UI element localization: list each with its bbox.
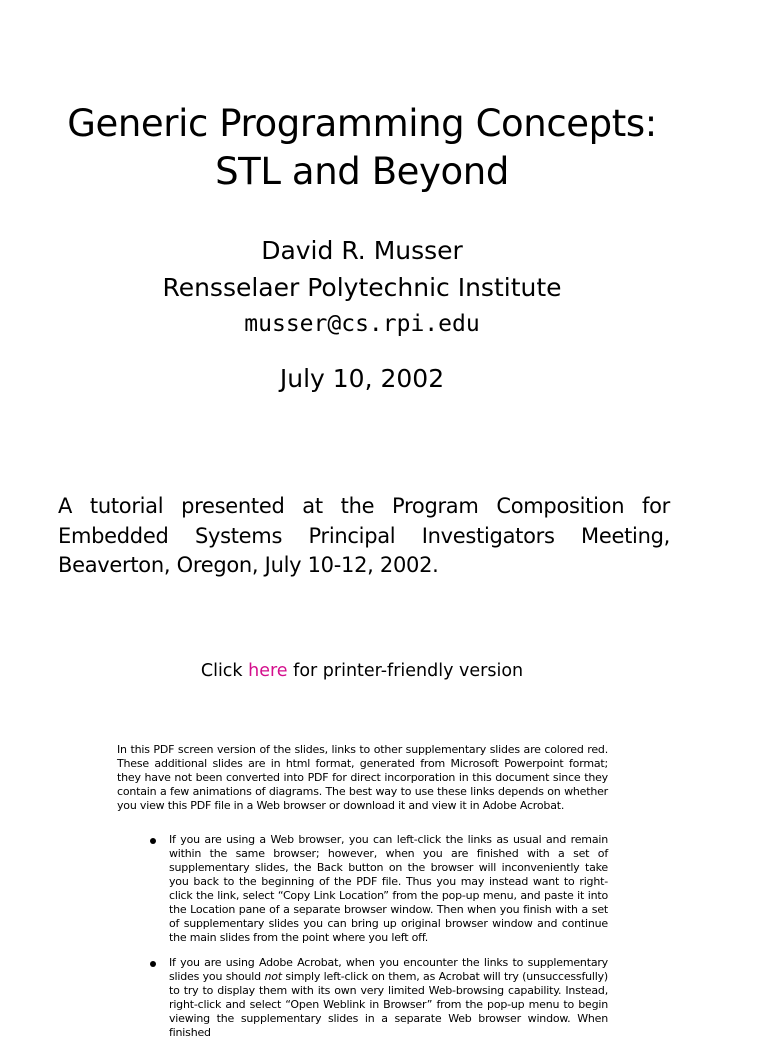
author-block (0, 232, 724, 343)
pdf-note-paragraph: In this PDF screen version of the slides, links to other supplementary slides are colored red. These additional slides are in html format, generated from Microsoft Powerpoint format; they have not been converted into PDF for direct incorporation in this document since they contain a few animations of diagrams. The best way to use these links depends on whether you view this PDF file in a Web browser or download it and view it in Adobe Acrobat. (117, 743, 608, 812)
list-item (145, 833, 608, 945)
title-line-2: STL and Beyond (215, 150, 509, 193)
printer-suffix: for printer-friendly version (293, 661, 524, 681)
instruction-list (145, 833, 608, 1051)
list-item-text: If you are using a Web browser, you can left-click the links as usual and remain within the same browser; however, when you are finished with a set of supplementary slides, the Back button on the browser will inconveniently take you back to the beginning of the PDF file. Thus you may instead want to right-click the link, select “Copy Link Location” from the pop-up menu, and paste it into the Location pane of a separate browser window. Then when you finish with a set of supplementary slides you can bring up original browser window and continue the main slides from the point where you left off. (169, 833, 608, 944)
document-title (0, 100, 724, 196)
list-item-text-after: simply left-click on them, as Acrobat will try (unsuccessfully) to try to display them with its own very limited Web-browsing capability. Instead, right-click and select “Open Weblink in Browser” from the pop-up menu to begin viewing the supplementary slides in a separate Web browser window. When finished (169, 970, 609, 1039)
printer-friendly-line (0, 658, 724, 684)
bullet-icon (150, 838, 156, 844)
list-item-emphasis: not (264, 970, 282, 983)
list-item (145, 956, 608, 1040)
author-name: David R. Musser (261, 236, 463, 265)
tutorial-description: A tutorial presented at the Program Composition for Embedded Systems Principal Investigators Meeting, Beaverton, Oregon, July 10-12, 2002. (58, 494, 670, 577)
printer-friendly-link[interactable]: here (248, 661, 288, 681)
author-affiliation: Rensselaer Polytechnic Institute (162, 273, 562, 302)
printer-prefix: Click (200, 661, 243, 681)
author-email: musser@cs.rpi.edu (244, 311, 480, 337)
list-item-text-before: If you are using Adobe Acrobat, when you encounter the links to supplementary slides you should (169, 956, 608, 983)
bullet-icon (150, 961, 156, 967)
title-line-1: Generic Programming Concepts: (67, 102, 657, 145)
document-date: July 10, 2002 (279, 364, 445, 393)
